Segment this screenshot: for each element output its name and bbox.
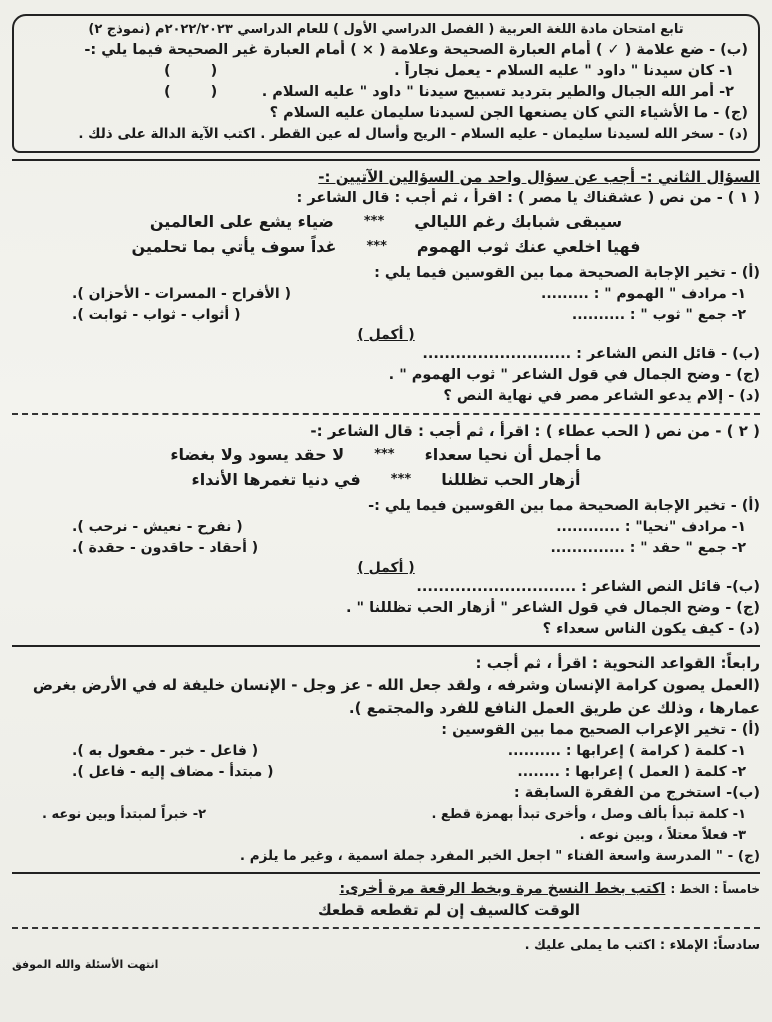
handwriting-row [12, 879, 760, 900]
text-1-option-2 [12, 305, 760, 326]
divider [12, 927, 760, 929]
text-2-choose: (أ) - تخير الإجابة الصحيحة مما بين القوسين فيما يلي :- [368, 498, 760, 514]
dictation-text: اكتب ما يملى عليك . [524, 938, 656, 953]
text-2-option-2 [12, 538, 760, 559]
part-c-question: (ج) - ما الأشياء التي كان يصنعها الجن لسيدنا سليمان عليه السلام ؟ [269, 105, 748, 121]
grammar-extract: (ب)- استخرج من الفقرة السابقة : [513, 785, 760, 801]
verse-3-right: ما أجمل أن نحيا سعداء [424, 445, 602, 464]
extract-item-2-text: ٢- خبراً لمبتدأ وبين نوعه . [42, 807, 207, 822]
text-2-d: (د) - كيف يكون الناس سعداء ؟ [542, 621, 760, 637]
text-1-heading: ( ١ ) - من نص ( عشقناك يا مصر ) : اقرأ ، ثم أجب : قال الشاعر : [296, 190, 760, 206]
part-d-question: (د) - سخر الله لسيدنا سليمان - عليه السلام - الريح وأسال له عين القطر . اكتب الآية الدالة على ذلك . [78, 126, 748, 142]
text-2-b: (ب)- قائل النص الشاعر : ............................. [416, 579, 760, 595]
text-2-heading: ( ٢ ) - من نص ( الحب عطاء ) : اقرأ ، ثم أجب : قال الشاعر :- [310, 422, 760, 440]
divider [12, 645, 760, 647]
grammar-passage-2: عمارها ، وذلك عن طريق العمل النافع للفرد والمجتمع ). [348, 699, 760, 717]
exam-title: تابع امتحان مادة اللغة العربية ( الفصل الدراسي الأول ) للعام الدراسي ٢٠٢٢/٢٠٢٣م (نموذج ٢) [88, 22, 684, 37]
text-1-option-1 [12, 284, 760, 305]
grammar-option-1 [12, 741, 760, 762]
verse-3 [12, 442, 760, 467]
verse-stars: *** [366, 239, 387, 254]
grammar-passage-1: (العمل يصون كرامة الإنسان وشرفه ، ولقد جعل الله - عز وجل - الإنسان خليفة له في الأرض بغرض [32, 676, 760, 694]
text-1-b: (ب) - قائل النص الشاعر : ........................... [422, 346, 760, 362]
tf-item-1-answer[interactable]: () [164, 63, 218, 79]
option-question: ١- مرادف " الهموم " : ......... [541, 286, 746, 302]
part-b-label: (ب) - [709, 42, 748, 58]
divider [12, 159, 760, 161]
grammar-option-2 [12, 762, 760, 783]
divider [12, 413, 760, 415]
option-question: ٢- جمع " ثوب " : .......... [571, 307, 746, 323]
dictation-row [12, 935, 760, 956]
verse-stars: *** [363, 214, 385, 229]
option-choices[interactable]: ( أثواب - ثواب - ثوابت ). [72, 307, 241, 323]
text-2-option-1 [12, 517, 760, 538]
tf-item-2-answer[interactable]: () [164, 84, 218, 100]
header-box [12, 14, 760, 153]
verse-4-right: أزهار الحب تظللنا [441, 470, 581, 489]
option-question: ١- مرادف "نحيا" : ............ [556, 519, 746, 535]
footer-text: انتهت الأسئلة والله الموفق [12, 958, 159, 971]
divider [12, 872, 760, 874]
option-choices[interactable]: ( الأفراح - المسرات - الأحزان ). [72, 286, 292, 302]
complete-label: ( أكمل ) [357, 327, 415, 343]
verse-1-left: ضياء يشع على العالمين [149, 212, 334, 231]
grammar-title: رابعاً: القواعد النحوية : اقرأ ، ثم أجب : [475, 654, 760, 672]
text-2-c: (ج) - وضح الجمال في قول الشاعر " أزهار الحب تظللنا " . [345, 600, 760, 616]
option-choices[interactable]: ( أحقاد - حاقدون - حقدة ). [72, 540, 259, 556]
extract-item-3: ٣- فعلاً معتلاً ، وبين نوعه . [579, 828, 746, 843]
verse-4 [12, 467, 760, 492]
tf-item-2 [24, 82, 748, 103]
option-question: ٢- كلمة ( العمل ) إعرابها : ........ [517, 764, 746, 780]
option-choices[interactable]: ( فاعل - خبر - مفعول به ). [72, 743, 259, 759]
instruction-text: ضع علامة ( ✓ ) أمام العبارة الصحيحة وعلامة ( × ) أمام العبارة غير الصحيحة فيما يلي :- [84, 42, 705, 58]
question-2-title: السؤال الثاني :- أجب عن سؤال واحد من السؤالين الآتيين :- [318, 168, 760, 186]
instruction [24, 40, 748, 61]
grammar-choose: (أ) - تخير الإعراب الصحيح مما بين القوسين : [441, 722, 760, 738]
verse-stars: *** [374, 447, 395, 462]
text-1-c: (ج) - وضح الجمال في قول الشاعر " ثوب الهموم " . [388, 367, 760, 383]
grammar-c: (ج) - " المدرسة واسعة الفناء " اجعل الخبر المفرد جملة اسمية ، وغير ما يلزم . [239, 848, 760, 864]
handwriting-label: خامساً : الخط : [670, 882, 760, 896]
verse-2-left: غداً سوف يأتي بما تحلمين [131, 237, 337, 256]
complete-label: ( أكمل ) [357, 560, 415, 576]
extract-item-1-text: ١- كلمة تبدأ بألف وصل ، وأخرى تبدأ بهمزة قطع . [431, 807, 746, 822]
verse-1-right: سيبقى شبابك رغم الليالي [414, 212, 623, 231]
text-1-choose: (أ) - تخير الإجابة الصحيحة مما بين القوسين فيما يلي : [374, 265, 760, 281]
dictation-label: سادساً: الإملاء : [659, 938, 760, 953]
verse-1 [12, 209, 760, 234]
verse-4-left: في دنيا تغمرها الأنداء [191, 470, 361, 489]
handwriting-text: اكتب بخط النسخ مرة وبخط الرقعة مرة أخرى: [339, 881, 666, 897]
option-question: ١- كلمة ( كرامة ) إعرابها : .......... [507, 743, 746, 759]
tf-item-1-text: ١- كان سيدنا " داود " عليه السلام - يعمل نجاراً . [394, 63, 734, 79]
text-1-d: (د) - إلام يدعو الشاعر مصر في نهاية النص ؟ [443, 388, 760, 404]
verse-3-left: لا حقد يسود ولا بغضاء [170, 445, 345, 464]
extract-item-1 [12, 804, 760, 825]
verse-2-right: فهيا اخلعي عنك ثوب الهموم [416, 237, 641, 256]
verse-2 [12, 234, 760, 259]
tf-item-2-text: ٢- أمر الله الجبال والطير بترديد تسبيح سيدنا " داود " عليه السلام . [261, 84, 734, 100]
handwriting-sentence: الوقت كالسيف إن لم تقطعه قطعك [317, 901, 580, 919]
verse-stars: *** [390, 472, 412, 487]
option-choices[interactable]: ( مبتدأ - مضاف إليه - فاعل ). [72, 764, 274, 780]
tf-item-1 [24, 61, 748, 82]
option-choices[interactable]: ( نفرح - نعيش - نرحب ). [72, 519, 243, 535]
option-question: ٢- جمع " حقد " : .............. [550, 540, 746, 556]
